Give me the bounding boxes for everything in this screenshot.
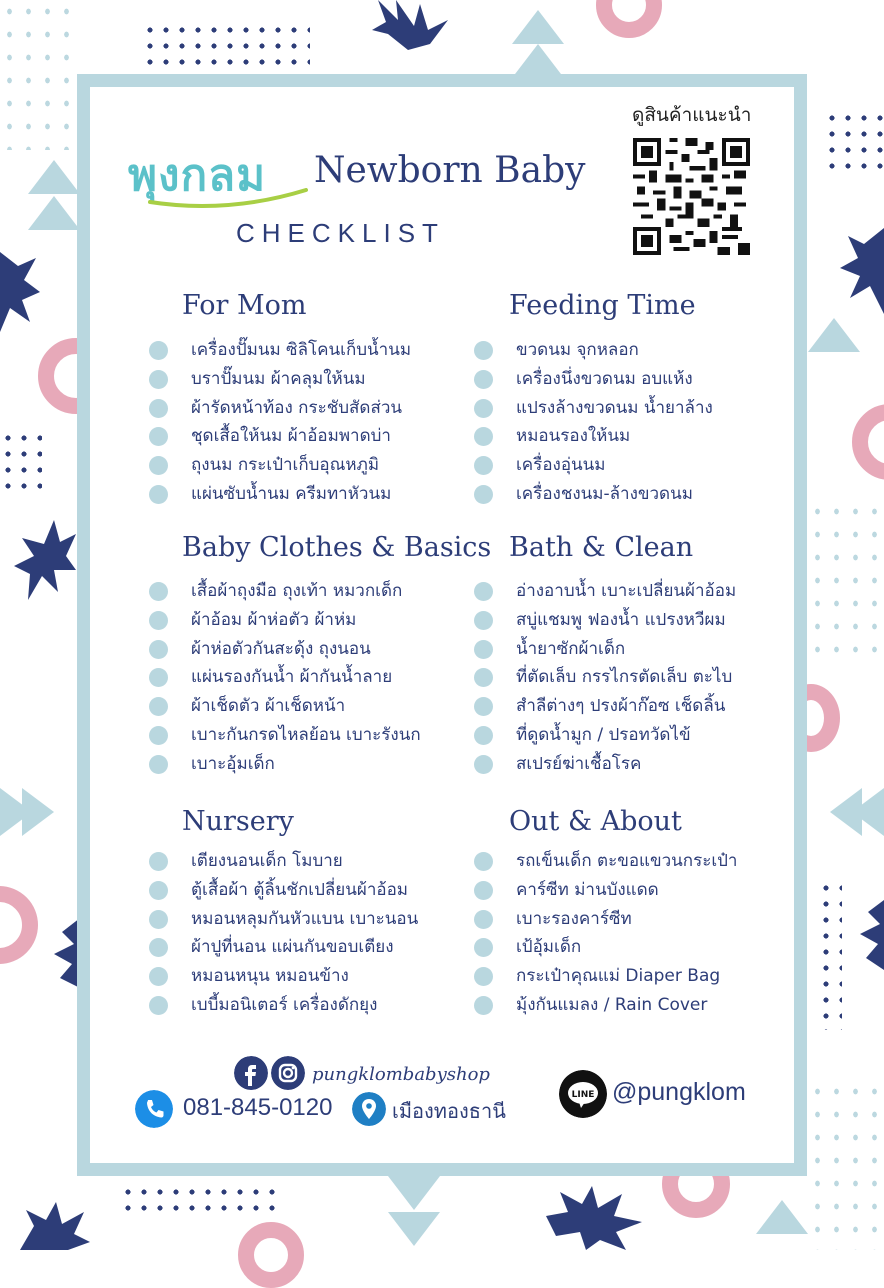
- list-item[interactable]: [474, 933, 737, 962]
- list-item-label: ผ้าปูที่นอน แผ่นกันขอบเตียง: [191, 937, 394, 958]
- list-item[interactable]: [474, 991, 737, 1020]
- bullet-circle-icon: [474, 852, 493, 871]
- list-item[interactable]: [474, 847, 737, 876]
- list-item-label: สเปรย์ฆ่าเชื้อโรค: [516, 753, 642, 774]
- logo-swoosh-icon: [148, 188, 308, 208]
- leaf-left-lower-icon: [50, 918, 80, 988]
- page-subtitle: CHECKLIST: [236, 218, 445, 248]
- qr-code-icon[interactable]: [633, 138, 750, 255]
- triangle-top-center: [512, 10, 564, 44]
- triangle-right-arrow-2: [852, 788, 884, 836]
- bullet-circle-icon: [149, 370, 168, 389]
- pink-ring-left-lower: [0, 886, 38, 964]
- list-item[interactable]: [149, 663, 421, 692]
- leaf-right-top-icon: [836, 228, 884, 314]
- list-feeding-time: [474, 336, 713, 509]
- list-item[interactable]: [149, 991, 418, 1020]
- bullet-circle-icon: [474, 938, 493, 957]
- list-item-label: อ่างอาบน้ำ เบาะเปลี่ยนผ้าอ้อม: [516, 581, 737, 601]
- list-item[interactable]: [474, 876, 737, 905]
- bullet-circle-icon: [474, 582, 493, 601]
- list-item[interactable]: [149, 692, 421, 721]
- location-text[interactable]: เมืองทองธานี: [392, 1099, 506, 1123]
- bullet-circle-icon: [149, 938, 168, 957]
- list-item[interactable]: [474, 451, 713, 480]
- dot-pattern-left: [0, 430, 42, 492]
- list-item[interactable]: [474, 750, 736, 779]
- list-item[interactable]: [149, 721, 421, 750]
- bullet-circle-icon: [149, 852, 168, 871]
- bullet-circle-icon: [149, 755, 168, 774]
- triangle-left-2: [28, 196, 80, 230]
- bullet-circle-icon: [149, 341, 168, 360]
- bullet-circle-icon: [474, 881, 493, 900]
- list-item[interactable]: [474, 365, 713, 394]
- list-item[interactable]: [149, 365, 411, 394]
- list-item-label: หมอนหลุมกันหัวแบน เบาะนอน: [191, 908, 419, 929]
- list-item-label: ถุงนม กระเป๋าเก็บอุณหภูมิ: [191, 455, 380, 476]
- list-item[interactable]: [474, 721, 736, 750]
- bullet-circle-icon: [149, 427, 168, 446]
- list-item-label: เครื่องปั๊มนม ซิลิโคนเก็บน้ำนม: [191, 340, 412, 360]
- list-item[interactable]: [149, 933, 418, 962]
- location-pin-icon[interactable]: [352, 1092, 386, 1126]
- facebook-icon[interactable]: [234, 1056, 268, 1090]
- list-item[interactable]: [149, 606, 421, 635]
- list-item-label: เบาะกันกรดไหลย้อน เบาะรังนก: [191, 724, 421, 745]
- list-item[interactable]: [474, 606, 736, 635]
- bullet-circle-icon: [149, 611, 168, 630]
- line-id[interactable]: @pungklom: [612, 1078, 746, 1106]
- section-title-bath-clean: Bath & Clean: [509, 532, 694, 563]
- list-item-label: ผ้าเช็ดตัว ผ้าเช็ดหน้า: [191, 696, 346, 717]
- list-item[interactable]: [474, 635, 736, 664]
- bullet-circle-icon: [149, 668, 168, 687]
- list-item[interactable]: [149, 750, 421, 779]
- list-item-label: ผ้าห่อตัวกันสะดุ้ง ถุงนอน: [191, 638, 371, 659]
- triangle-left-1: [28, 160, 80, 194]
- list-item-label: เสื้อผ้าถุงมือ ถุงเท้า หมวกเด็ก: [191, 581, 403, 601]
- line-badge-text: LINE: [571, 1090, 595, 1100]
- bullet-circle-icon: [149, 456, 168, 475]
- social-handle[interactable]: pungklombabyshop: [312, 1064, 490, 1085]
- list-item-label: แผ่นรองกันน้ำ ผ้ากันน้ำลาย: [191, 667, 393, 688]
- bullet-circle-icon: [149, 582, 168, 601]
- list-item[interactable]: [149, 394, 411, 423]
- triangle-bottom-right: [756, 1200, 808, 1234]
- list-item-label: กระเป๋าคุณแม่ Diaper Bag: [516, 966, 721, 987]
- leaf-left-mid-icon: [14, 520, 76, 600]
- section-title-baby-clothes: Baby Clothes & Basics: [182, 532, 492, 563]
- list-item-label: เบบี้มอนิเตอร์ เครื่องดักยุง: [191, 994, 378, 1015]
- bullet-circle-icon: [149, 910, 168, 929]
- list-item-label: ขวดนม จุกหลอก: [516, 340, 639, 360]
- list-item[interactable]: [149, 577, 421, 606]
- list-item[interactable]: [474, 905, 737, 934]
- section-title-for-mom: For Mom: [182, 290, 307, 321]
- bullet-circle-icon: [474, 755, 493, 774]
- list-item-label: รถเข็นเด็ก ตะขอแขวนกระเป๋า: [516, 851, 738, 871]
- list-item[interactable]: [149, 451, 411, 480]
- list-baby-clothes: [149, 577, 421, 779]
- list-item-label: แผ่นซับน้ำนม ครีมทาหัวนม: [191, 483, 392, 504]
- list-item[interactable]: [149, 480, 411, 509]
- triangle-bottom-2: [388, 1212, 440, 1246]
- bullet-circle-icon: [149, 640, 168, 659]
- leaf-top-icon: [368, 0, 452, 56]
- dot-pattern-right: [824, 110, 884, 176]
- list-item-label: เบาะรองคาร์ซีท: [516, 908, 632, 929]
- bullet-circle-icon: [474, 668, 493, 687]
- bullet-circle-icon: [474, 399, 493, 418]
- bullet-circle-icon: [149, 881, 168, 900]
- pink-ring-right: [852, 404, 884, 480]
- list-item[interactable]: [474, 422, 713, 451]
- line-app-icon[interactable]: [559, 1070, 607, 1118]
- bullet-circle-icon: [149, 726, 168, 745]
- bullet-circle-icon: [474, 996, 493, 1015]
- list-item-label: สำลีต่างๆ ปรงผ้าก๊อซ เช็ดลิ้น: [516, 696, 726, 717]
- list-item[interactable]: [474, 480, 713, 509]
- section-title-out-about: Out & About: [509, 806, 682, 837]
- list-item-label: บราปั๊มนม ผ้าคลุมให้นม: [191, 368, 366, 389]
- section-title-nursery: Nursery: [182, 806, 294, 837]
- list-item[interactable]: [474, 577, 736, 606]
- bullet-circle-icon: [474, 341, 493, 360]
- list-bath-clean: [474, 577, 736, 779]
- phone-number[interactable]: 081-845-0120: [183, 1094, 333, 1121]
- list-item[interactable]: [474, 692, 736, 721]
- leaf-bottom-left-icon: [20, 1202, 90, 1250]
- bullet-circle-icon: [474, 456, 493, 475]
- list-item-label: มุ้งกันแมลง / Rain Cover: [516, 994, 708, 1015]
- triangle-right-1: [808, 318, 860, 352]
- list-item[interactable]: [149, 422, 411, 451]
- list-item-label: ตู้เสื้อผ้า ตู้ลิ้นชักเปลี่ยนผ้าอ้อม: [191, 879, 408, 900]
- leaf-bottom-right-icon: [546, 1186, 642, 1250]
- list-item-label: ชุดเสื้อให้นม ผ้าอ้อมพาดบ่า: [191, 426, 391, 447]
- list-item-label: คาร์ซีท ม่านบังแดด: [516, 879, 659, 900]
- list-item[interactable]: [149, 962, 418, 991]
- pink-ring-bottom-left: [238, 1222, 304, 1288]
- list-item-label: สบู่แชมพู ฟองน้ำ แปรงหวีผม: [516, 609, 726, 630]
- list-item[interactable]: [149, 847, 418, 876]
- list-nursery: [149, 847, 418, 1020]
- bullet-circle-icon: [474, 726, 493, 745]
- triangle-top-center-2: [512, 44, 564, 78]
- leaf-right-mid-icon: [860, 900, 884, 970]
- bullet-circle-icon: [474, 427, 493, 446]
- list-item-label: ที่ดูดน้ำมูก / ปรอทวัดไข้: [516, 724, 691, 745]
- list-item[interactable]: [149, 336, 411, 365]
- section-title-feeding-time: Feeding Time: [509, 290, 696, 321]
- list-item[interactable]: [149, 905, 418, 934]
- bullet-circle-icon: [149, 485, 168, 504]
- list-item[interactable]: [474, 962, 737, 991]
- list-item-label: น้ำยาซักผ้าเด็ก: [516, 638, 626, 659]
- dot-pattern-top: [142, 22, 310, 72]
- dot-pattern-right-lower: [818, 880, 842, 1030]
- bullet-circle-icon: [149, 967, 168, 986]
- list-item-label: ผ้ารัดหน้าท้อง กระชับสัดส่วน: [191, 397, 403, 418]
- list-item[interactable]: [149, 635, 421, 664]
- list-item-label: เตียงนอนเด็ก โมบาย: [191, 851, 343, 871]
- speckle-left: [0, 0, 76, 150]
- list-item[interactable]: [474, 336, 713, 365]
- list-item-label: เป้อุ้มเด็ก: [516, 937, 582, 958]
- instagram-icon[interactable]: [271, 1056, 305, 1090]
- page-title: Newborn Baby: [314, 150, 586, 191]
- list-item[interactable]: [149, 876, 418, 905]
- list-item[interactable]: [474, 663, 736, 692]
- list-item-label: เครื่องชงนม-ล้างขวดนม: [516, 483, 693, 504]
- list-item-label: เครื่องอุ่นนม: [516, 455, 606, 476]
- bullet-circle-icon: [149, 399, 168, 418]
- leaf-left-top-icon: [0, 252, 40, 332]
- dot-pattern-bottom: [120, 1184, 280, 1220]
- list-item-label: หมอนรองให้นม: [516, 426, 631, 447]
- bullet-circle-icon: [474, 611, 493, 630]
- list-out-about: [474, 847, 737, 1020]
- speckle-right: [808, 500, 884, 660]
- qr-label: ดูสินค้าแนะนำ: [632, 104, 752, 126]
- bullet-circle-icon: [149, 996, 168, 1015]
- bullet-circle-icon: [474, 910, 493, 929]
- bullet-circle-icon: [474, 485, 493, 504]
- list-item-label: เบาะอุ้มเด็ก: [191, 753, 275, 774]
- triangle-left-arrow-2: [22, 788, 54, 836]
- list-item-label: แปรงล้างขวดนม น้ำยาล้าง: [516, 397, 713, 418]
- list-item-label: ที่ตัดเล็บ กรรไกรตัดเล็บ ตะไบ: [516, 667, 733, 688]
- bullet-circle-icon: [474, 640, 493, 659]
- list-item-label: เครื่องนึ่งขวดนม อบแห้ง: [516, 368, 693, 389]
- bullet-circle-icon: [474, 967, 493, 986]
- pink-ring-top: [596, 0, 662, 38]
- list-item-label: ผ้าอ้อม ผ้าห่อตัว ผ้าห่ม: [191, 609, 357, 630]
- speckle-bottom-right: [808, 1080, 884, 1250]
- triangle-bottom-1: [388, 1176, 440, 1210]
- bullet-circle-icon: [474, 370, 493, 389]
- phone-icon[interactable]: [135, 1090, 173, 1128]
- list-item[interactable]: [474, 394, 713, 423]
- bullet-circle-icon: [474, 697, 493, 716]
- logo-text: พุงกลม: [128, 150, 267, 201]
- list-for-mom: [149, 336, 411, 509]
- bullet-circle-icon: [149, 697, 168, 716]
- list-item-label: หมอนหนุน หมอนข้าง: [191, 966, 349, 987]
